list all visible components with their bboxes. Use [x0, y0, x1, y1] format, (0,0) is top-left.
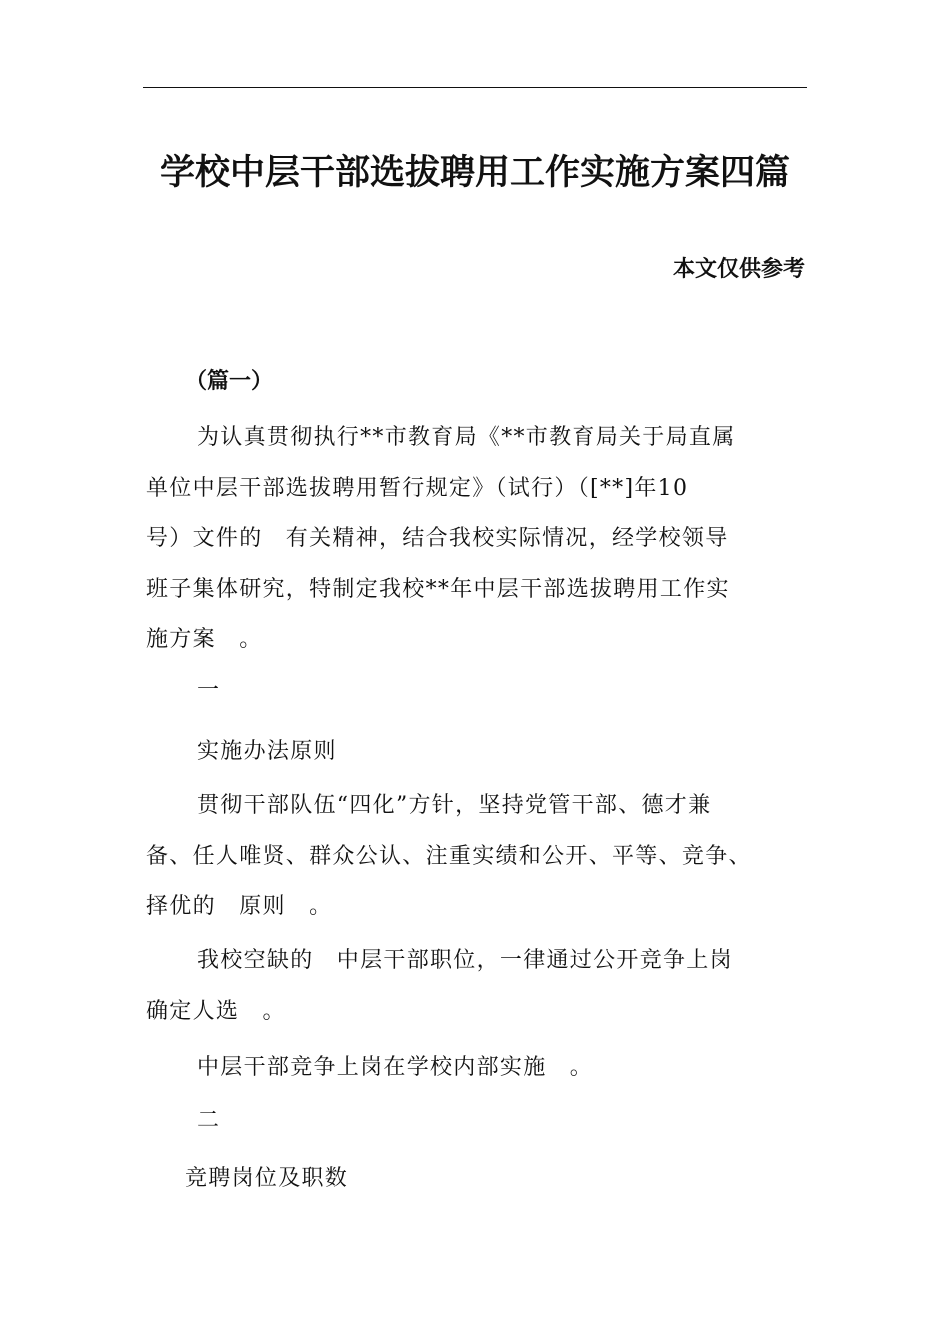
reference-note: 本文仅供参考 [672, 257, 805, 282]
document-title: 学校中层干部选拔聘用工作实施方案四篇 [159, 153, 790, 193]
body-line-3: 号）文件的 有关精神，结合我校实际情况，经学校领导 [146, 526, 729, 551]
part-heading: （篇一） [185, 369, 274, 394]
section-number-2: 二 [197, 1108, 221, 1133]
body-line-8: 择优的 原则 。 [146, 894, 333, 919]
section-heading-2: 竞聘岗位及职数 [185, 1166, 349, 1191]
header-rule [143, 87, 807, 88]
body-line-10: 确定人选 。 [146, 999, 286, 1024]
body-line-2: 单位中层干部选拔聘用暂行规定》（试行）（[**]年10 [146, 476, 689, 501]
body-line-4: 班子集体研究，特制定我校**年中层干部选拔聘用工作实 [146, 577, 730, 602]
body-line-9: 我校空缺的 中层干部职位，一律通过公开竞争上岗 [197, 948, 733, 973]
body-line-1: 为认真贯彻执行**市教育局《**市教育局关于局直属 [197, 425, 736, 450]
section-heading-1: 实施办法原则 [197, 739, 337, 764]
body-line-7: 备、任人唯贤、群众公认、注重实绩和公开、平等、竞争、 [146, 844, 752, 869]
body-line-6: 贯彻干部队伍“四化”方针，坚持党管干部、德才兼 [197, 793, 712, 818]
body-line-5: 施方案 。 [146, 627, 263, 652]
body-line-11: 中层干部竞争上岗在学校内部实施 。 [197, 1055, 594, 1080]
section-number-1: 一 [197, 678, 221, 703]
